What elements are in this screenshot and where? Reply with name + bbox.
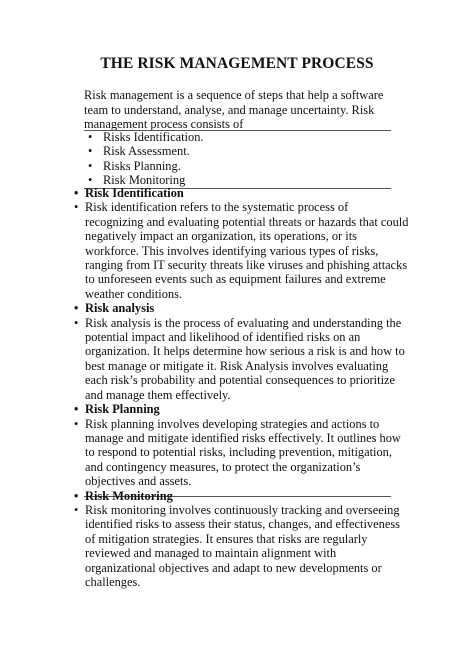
list-item: [88, 144, 204, 158]
section-body-text: Risk monitoring involves continuously tracking and overseeing identified risks to assess their status, changes, and effectiveness of mitigation strategies. It ensures that risks are regularly reviewed and managed to maintain alignment with organizational objectives and adapt to new developments or challenges.: [85, 502, 400, 589]
section-body: [74, 200, 409, 301]
bullet-icon: •: [74, 301, 79, 316]
section-heading: [74, 489, 409, 503]
section-body: [74, 503, 409, 589]
section-heading: [74, 186, 409, 200]
bullet-icon: •: [74, 488, 79, 503]
list-item: [88, 130, 204, 144]
document-title: THE RISK MANAGEMENT PROCESS: [100, 55, 374, 72]
bullet-icon: •: [88, 144, 93, 159]
section-heading-text: Risk Identification: [85, 186, 184, 200]
bullet-icon: •: [88, 158, 93, 173]
bullet-icon: •: [88, 130, 93, 144]
bullet-icon: •: [74, 402, 79, 417]
bullet-icon: •: [74, 315, 79, 330]
list-item: [88, 159, 204, 173]
section-heading-text: Risk Planning: [85, 402, 160, 417]
step-label: Risks Planning.: [103, 158, 181, 173]
process-steps-list: [88, 130, 204, 188]
section-body-text: Risk analysis is the process of evaluating and understanding the potential impact and likelihood of identified risks on an organization. It helps determine how serious a risk is and how to best manage or mitigate it. Risk Analysis involves evaluating each risk’s probability and potential consequences to prioritize and manage them effectively.: [85, 315, 405, 402]
intro-paragraph: Risk management is a sequence of steps that help a software team to understand, analyse, and manage uncertainty. Risk management process consists of: [84, 88, 384, 132]
bullet-icon: •: [74, 416, 79, 431]
section-body: [74, 316, 409, 402]
section-heading: [74, 301, 409, 315]
section-body: [74, 417, 409, 489]
step-label: Risks Identification.: [103, 130, 204, 144]
bullet-icon: •: [88, 173, 93, 188]
section-heading-text: Risk Monitoring: [85, 488, 173, 503]
step-label: Risk Assessment.: [103, 144, 190, 159]
section-heading-text: Risk analysis: [85, 301, 155, 316]
step-label: Risk Monitoring: [103, 173, 186, 188]
bullet-icon: •: [74, 502, 79, 517]
section-body-text: Risk planning involves developing strategies and actions to manage and mitigate identified risks effectively. It outlines how to respond to potential risks, including prevention, mitigation, and contingency measures, to protect the organization’s objectives and assets.: [85, 416, 401, 489]
bullet-icon: •: [74, 186, 79, 200]
sections-list: [74, 186, 409, 589]
bullet-icon: •: [74, 200, 79, 215]
section-body-text: Risk identification refers to the systematic process of recognizing and evaluating potential threats or hazards that could negatively impact an organization, its operations, or its workforce. This involves identifying various types of risks, ranging from IT security threats like viruses and phishing attacks to unforeseen events such as equipment failures and extreme weather conditions.: [85, 200, 409, 301]
section-heading: [74, 402, 409, 416]
